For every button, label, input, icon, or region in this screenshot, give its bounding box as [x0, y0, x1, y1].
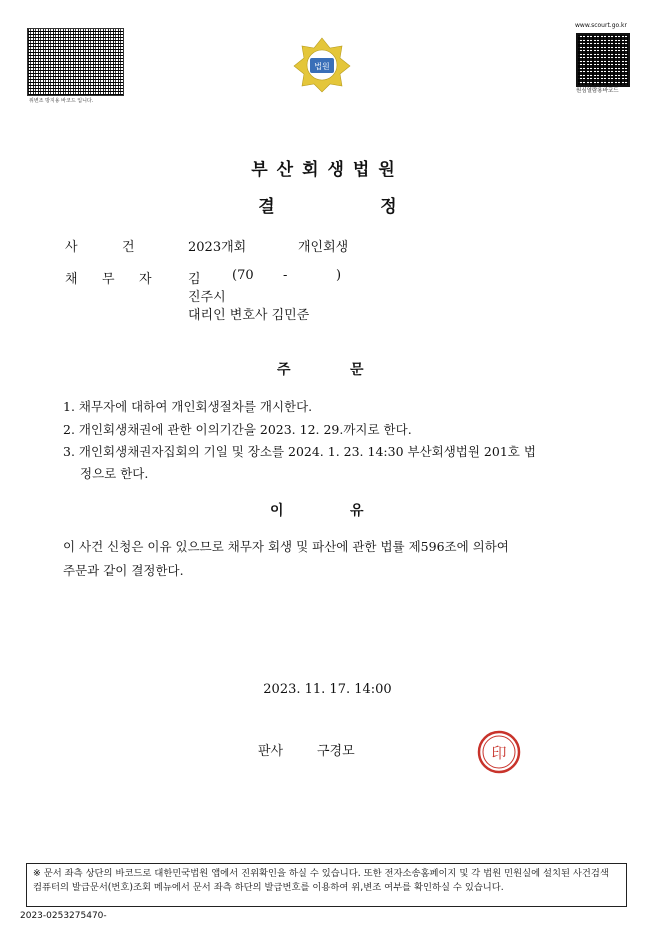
case-number: 2023개회 — [188, 240, 247, 255]
case-label — [65, 236, 159, 255]
case-type: 개인회생 — [298, 240, 349, 255]
court-emblem-icon — [290, 36, 354, 94]
debtor-agent: 대리인 변호사 김민준 — [188, 308, 310, 323]
debtor-label-char: 채 — [65, 272, 78, 287]
debtor-name: 김 — [188, 272, 201, 287]
debtor-address: 진주시 — [188, 290, 226, 305]
debtor-label-char: 자 — [139, 272, 152, 287]
qr-url: www.scourt.go.kr — [575, 22, 627, 29]
debtor-birth-dash: - — [283, 268, 288, 283]
qr-code — [576, 33, 630, 87]
seal-text: 印 — [491, 744, 507, 762]
case-label-char: 건 — [122, 240, 135, 255]
order-heading-char: 문 — [350, 362, 364, 378]
emblem-text: 법원 — [314, 62, 330, 71]
judge-name: 구경모 — [317, 744, 355, 759]
reason-line: 이 사건 신청은 이유 있으므로 채무자 회생 및 파산에 관한 법률 제596조에 의하여 — [63, 539, 509, 554]
doc-title-char: 정 — [380, 197, 397, 217]
order-item: 3. 개인회생채권자집회의 기일 및 장소를 2024. 1. 23. 14:30 부산회생법원 201호 법 — [63, 444, 536, 459]
reason-heading-char: 유 — [350, 503, 364, 519]
doc-title — [0, 192, 655, 217]
doc-title-char: 결 — [258, 197, 275, 217]
reason-heading-char: 이 — [270, 503, 284, 519]
court-name: 부산회생법원 — [251, 160, 404, 180]
case-label-char: 사 — [65, 240, 78, 255]
qr-caption: 원심열람용바코드 — [576, 88, 619, 94]
debtor-label-char: 무 — [102, 272, 115, 287]
judge-seal-icon — [477, 730, 521, 774]
order-item: 1. 채무자에 대하여 개인회생절차를 개시한다. — [63, 399, 313, 414]
debtor-birth-close: ) — [336, 268, 342, 283]
order-item: 2. 개인회생채권에 관한 이의기간을 2023. 12. 29.까지로 한다. — [63, 422, 412, 437]
footer-notice: ※ 문서 좌측 상단의 바코드로 대한민국법원 앱에서 진위확인을 하실 수 있습니다. 또한 전자소송홈페이지 및 각 법원 민원실에 설치된 사건검색 컴퓨터의 발급문서(번호)조회 메뉴에서 문서 좌측 하단의 발급번호를 이용하여 위,변조 여부를 확인하실 수 있습니다. — [26, 863, 627, 907]
debtor-label — [65, 268, 176, 287]
barcode-caption: 위변조 방지용 바코드 입니다. — [29, 98, 94, 104]
decision-date: 2023. 11. 17. 14:00 — [263, 682, 392, 697]
judge-label: 판사 — [258, 744, 284, 759]
reason-line: 주문과 같이 결정한다. — [63, 563, 184, 578]
verification-barcode — [27, 28, 124, 96]
issue-number: 2023-0253275470- — [20, 911, 107, 921]
debtor-birth: (70 — [232, 268, 254, 283]
order-item-cont: 정으로 한다. — [80, 466, 149, 481]
order-heading-char: 주 — [277, 362, 291, 378]
